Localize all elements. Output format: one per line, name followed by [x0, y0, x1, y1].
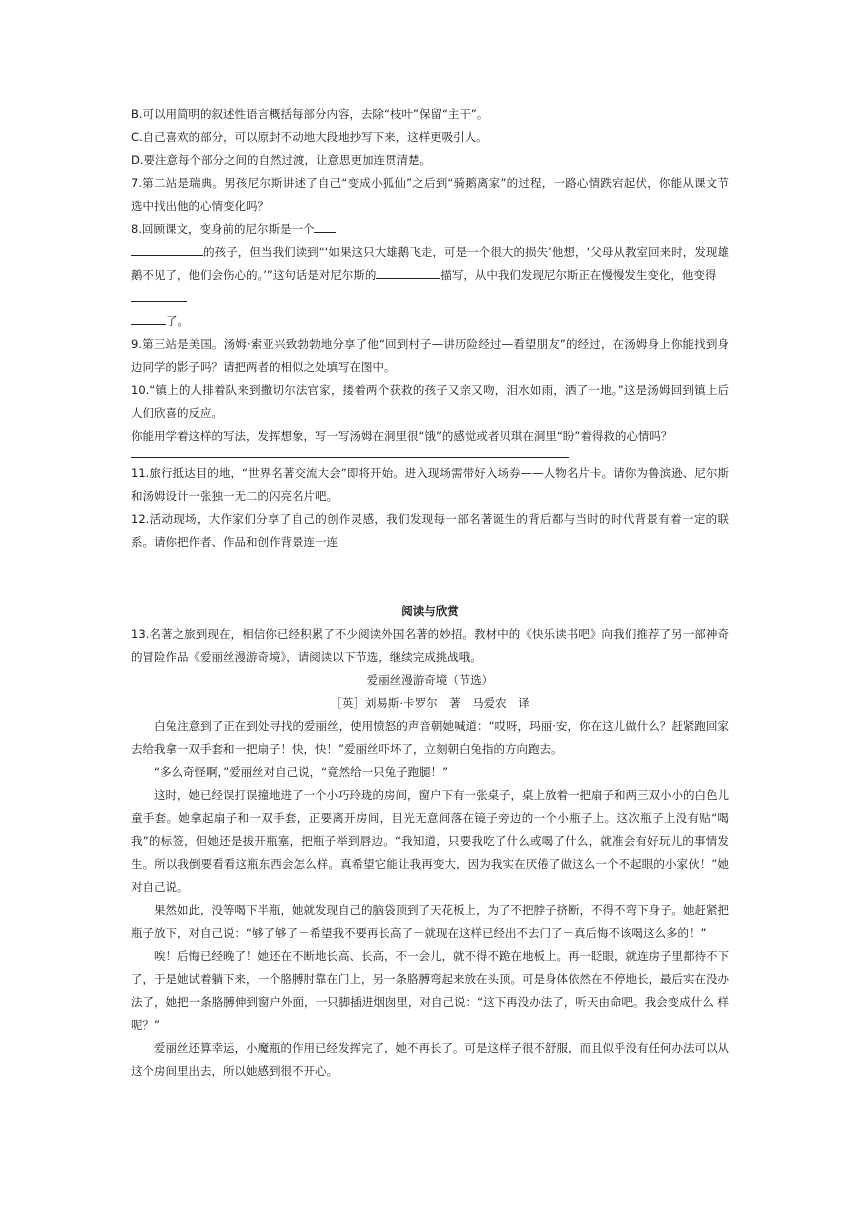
- answer-blank[interactable]: [314, 219, 336, 233]
- question-6-option-c: C.自己喜欢的部分，可以原封不动地大段地抄写下来，这样更吸引人。: [131, 130, 488, 144]
- section-title: 阅读与欣赏: [401, 604, 459, 618]
- question-8-text-d: 了。: [166, 314, 189, 328]
- question-6-option-d: D.要注意每个部分之间的自然过渡，让意思更加连贯清楚。: [131, 153, 432, 167]
- question-12: 12.活动现场，大作家们分享了自己的创作灵感，我们发现每一部名著诞生的背后都与当时的时代背景有着一定的联系。请你把作者、作品和创作背景连一连: [131, 512, 729, 549]
- question-8-line-1: [131, 218, 729, 241]
- answer-line[interactable]: [131, 448, 569, 458]
- answer-blank[interactable]: [131, 311, 166, 325]
- passage-paragraph: 果然如此，没等喝下半瓶，她就发现自己的脑袋顶到了天花板上，为了不把脖子挤断，不得不弯下身子。她赶紧把瓶子放下，对自己说：“够了够了－希望我不要再长高了－就现在这样已经出不去门了－真后悔不该喝这么多的！”: [131, 903, 729, 940]
- question-8-text-c: 描写，从中我们发现尼尔斯正在慢慢发生变化，他变得: [440, 268, 717, 282]
- question-10-prompt: 你能用学着这样的写法，发挥想象，写一写汤姆在洞里很“饿”的感觉或者贝琪在洞里“盼”着得救的心情吗？: [131, 429, 673, 443]
- passage-title: 爱丽丝漫游奇境（节选）: [366, 673, 494, 687]
- question-7: 7.第二站是瑞典。男孩尼尔斯讲述了自己“变成小狐仙”之后到“骑鹅离家”的过程，一路心情跌宕起伏，你能从课文节选中找出他的心情变化吗？: [131, 176, 729, 213]
- answer-blank[interactable]: [131, 288, 187, 302]
- question-9: 9.第三站是美国。汤姆·索亚兴致勃勃地分享了他“回到村子—讲历险经过—看望朋友”的经过，在汤姆身上你能找到身边同学的影子吗？请把两者的相似之处填写在图中。: [131, 337, 729, 374]
- question-8-text-b: 的孩子，但当我们读到“‘如果这只大雄鹅飞走，可是一个很大的损失’他想，‘父母从教室回来时，发现雄鹅不见了，他们会伤心的。’”这句话是对尼尔斯的: [131, 245, 729, 282]
- answer-blank[interactable]: [376, 265, 440, 279]
- passage-paragraph: “多么奇怪啊，”爱丽丝对自己说，“竟然给一只兔子跑腿！”: [154, 765, 449, 779]
- question-10: 10.“镇上的人排着队来到撒切尔法官家，搂着两个获救的孩子又亲又吻，泪水如雨，洒了一地。”这是汤姆回到镇上后人们欣喜的反应。: [131, 383, 729, 420]
- document-content: [131, 103, 729, 1083]
- answer-blank[interactable]: [131, 242, 203, 256]
- question-13: 13.名著之旅到现在，相信你已经积累了不少阅读外国名著的妙招。教材中的《快乐读书吧》向我们推荐了另一部神奇的冒险作品《爱丽丝漫游奇境》，请阅读以下节选，继续完成挑战哦。: [131, 627, 729, 664]
- passage-paragraph: 这时，她已经误打误撞地进了一个小巧玲珑的房间，窗户下有一张桌子，桌上放着一把扇子和两三双小小的白色儿童手套。她拿起扇子和一双手套，正要离开房间，目光无意间落在镜子旁边的一个小瓶子上。这次瓶子上没有贴“喝我”的标签，但她还是拔开瓶塞，把瓶子举到唇边。“我知道，只要我吃了什么或喝了什么，就准会有好玩儿的事情发生。所以我倒要看看这瓶东西会怎么样。真希望它能让我再变大，因为我实在厌倦了做这么一个不起眼的小家伙！”她对自己说。: [131, 788, 729, 894]
- question-11: 11.旅行抵达目的地，“世界名著交流大会”即将开始。进入现场需带好入场券——人物名片卡。请你为鲁滨逊、尼尔斯和汤姆设计一张独一无二的闪亮名片吧。: [131, 466, 729, 503]
- question-8-text-a: 8.回顾课文，变身前的尼尔斯是一个: [131, 222, 315, 236]
- question-6-option-b: B.可以用简明的叙述性语言概括每部分内容，去除“枝叶”保留“主干”。: [131, 107, 489, 121]
- question-8-line-4: [131, 310, 729, 333]
- passage-paragraph: 爱丽丝还算幸运，小魔瓶的作用已经发挥完了，她不再长了。可是这样子很不舒服，而且似乎没有任何办法可以从这个房间里出去，所以她感到很不开心。: [131, 1041, 729, 1078]
- passage-paragraph: 白兔注意到了正在到处寻找的爱丽丝，使用愤怒的声音朝她喊道：“哎呀，玛丽·安，你在这儿做什么？赶紧跑回家去给我拿一双手套和一把扇子！快，快！”爱丽丝吓坏了，立刻朝白兔指的方向跑去。: [131, 719, 729, 756]
- passage-paragraph: 唉！后悔已经晚了！她还在不断地长高、长高，不一会儿，就不得不跪在地板上。再一眨眼，就连房子里都待不下了，于是她试着躺下来，一个胳膊肘靠在门上，另一条胳膊弯起来放在头顶。可是身体依然在不停地长，最后实在没办法了，她把一条胳膊伸到窗户外面，一只脚插进烟囱里，对自己说：“这下再没办法了，听天由命吧。我会变成什么 样呢？”: [131, 949, 729, 1032]
- question-8-line-2: [131, 241, 729, 287]
- passage-author: ［英］刘易斯·卡罗尔 著 马爱农 译: [330, 696, 530, 710]
- question-8-line-3: [131, 287, 729, 310]
